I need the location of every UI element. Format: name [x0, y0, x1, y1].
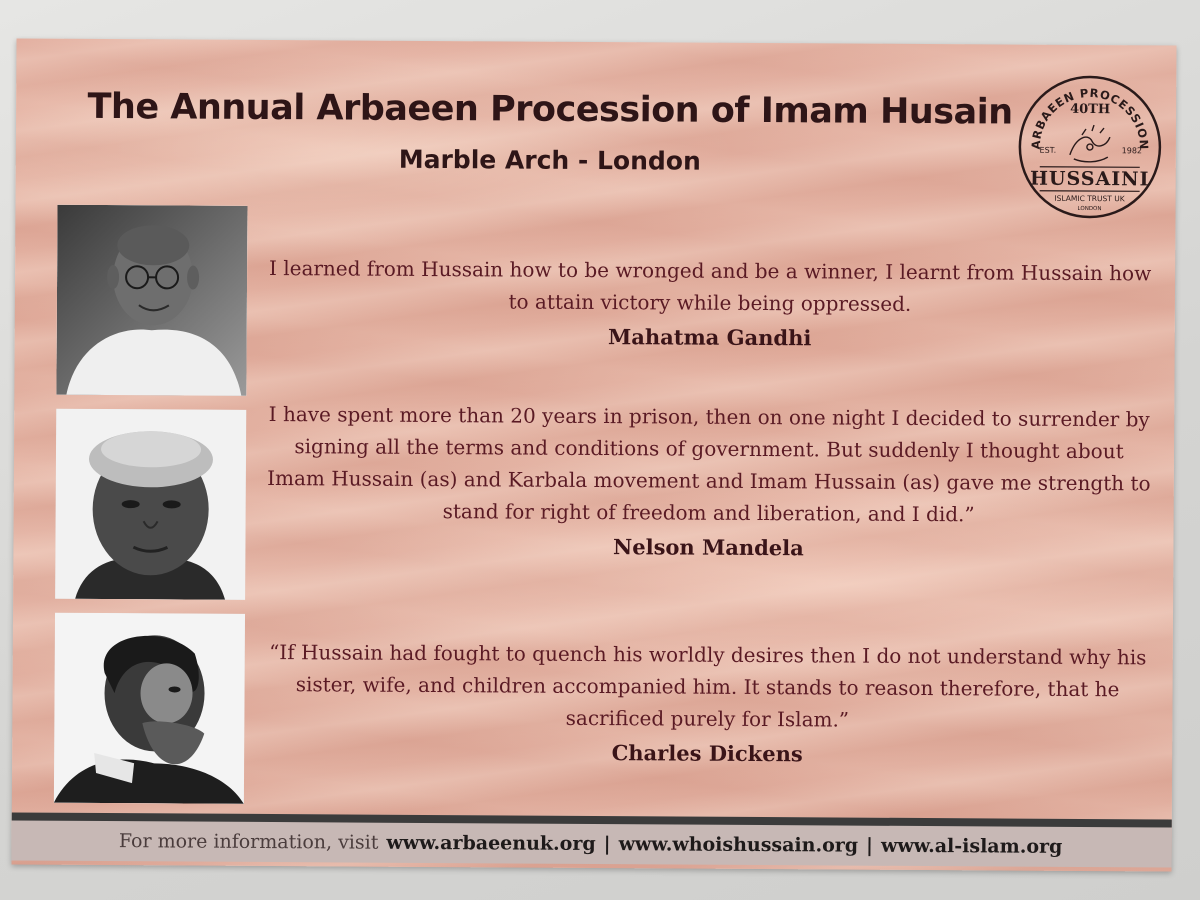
flyer-card [11, 38, 1176, 871]
portrait-dickens [54, 613, 245, 804]
flyer-subtitle: Marble Arch - London [398, 144, 701, 176]
hussaini-trust-logo [1017, 75, 1162, 220]
logo-year: 1982 [1121, 146, 1143, 156]
logo-org: ISLAMIC TRUST UK [1054, 193, 1125, 204]
quote-gandhi [265, 252, 1156, 352]
footer-bar [12, 812, 1172, 867]
quote-text: “If Hussain had fought to quench his worldly desires then I do not understand why his sister, wife, and children accompanied him. It stands to reason therefore, that he sacrificed purely for Islam.” [269, 640, 1147, 732]
logo-name: HUSSAINI [1029, 167, 1150, 191]
footer-lead: For more information, visit [118, 830, 379, 854]
quote-author: Mahatma Gandhi [607, 324, 812, 351]
portrait-mandela [55, 409, 246, 600]
calligraphy-emblem [1070, 125, 1110, 162]
footer-link-al-islam[interactable]: www.al-islam.org [880, 834, 1063, 858]
quote-text: I have spent more than 20 years in prison, then on one night I decided to surrender by signing all the terms and conditions of government. But suddenly I thought about Imam Hussain (as) and Karbala movement and Imam Hussain (as) gave me strength to stand for right of freedom and liberation, and I did.” [267, 402, 1151, 527]
footer-link-whoishussain[interactable]: www.whoishussain.org [618, 833, 859, 857]
logo-est-label: EST. [1039, 145, 1057, 155]
quote-author: Charles Dickens [611, 740, 803, 767]
quote-text: I learned from Hussain how to be wronged and be a winner, I learnt from Hussain how to attain victory while being oppressed. [268, 256, 1152, 316]
quote-mandela [263, 398, 1154, 562]
flyer-title: The Annual Arbaeen Procession of Imam Husain [87, 86, 1013, 133]
footer-separator: | [603, 833, 611, 856]
quote-author: Nelson Mandela [613, 534, 804, 561]
footer-link-arbaeenuk[interactable]: www.arbaeenuk.org [386, 831, 596, 856]
quote-dickens [262, 636, 1153, 768]
logo-anniversary: 40TH [1070, 101, 1111, 118]
portrait-gandhi [56, 205, 247, 396]
logo-city: LONDON [1077, 205, 1102, 213]
logo-arc-text: ARBAEEN PROCESSION [1028, 85, 1152, 151]
svg-text:ARBAEEN PROCESSION [1029, 85, 1152, 150]
footer-separator: | [866, 834, 874, 857]
